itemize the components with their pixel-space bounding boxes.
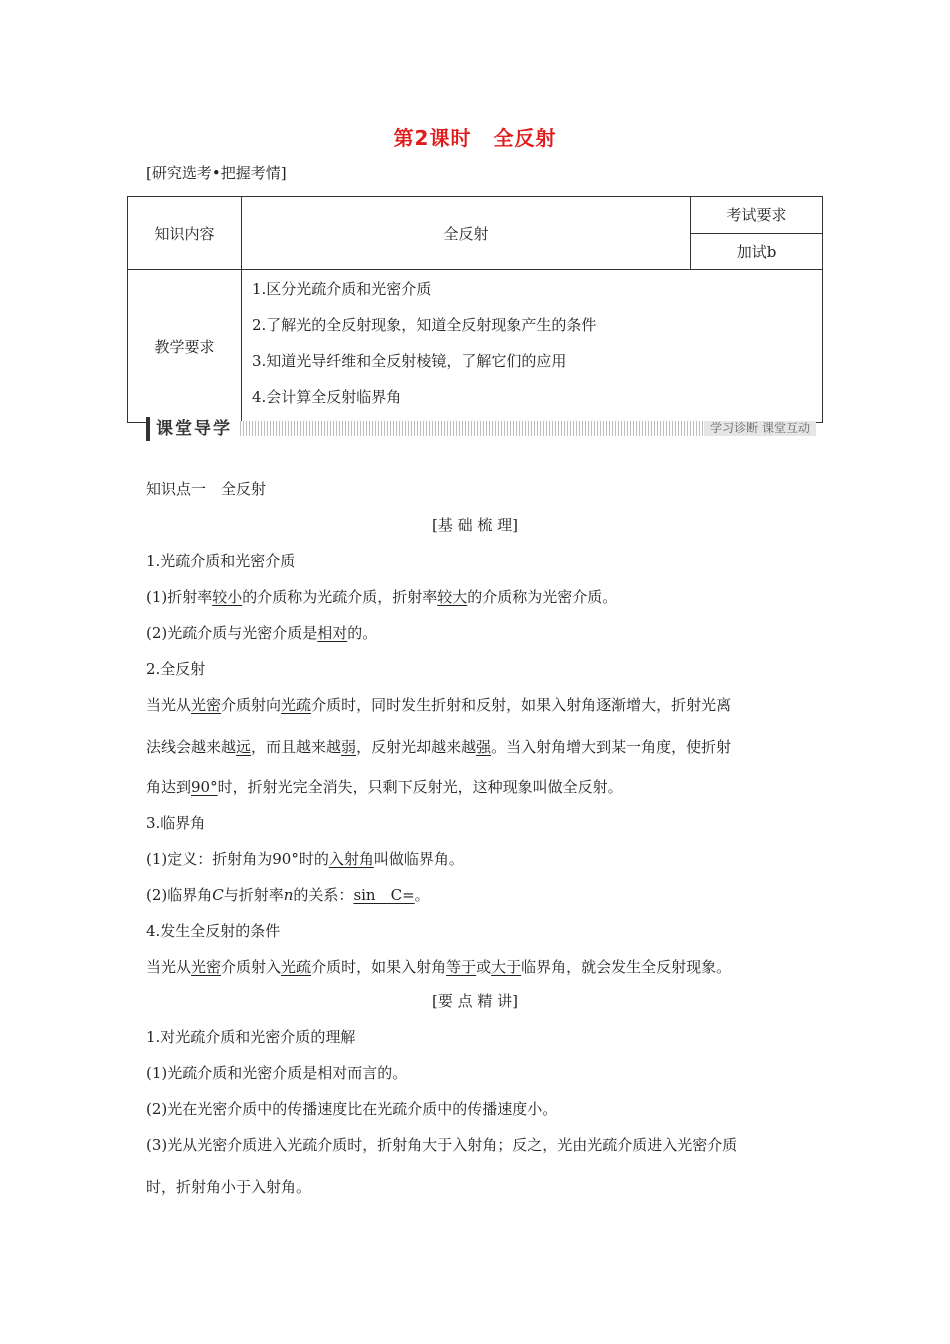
s2-line2: 法线会越来越远，而且越来越弱，反射光却越来越强。当入射角增大到某一角度，使折射 xyxy=(146,738,732,756)
requirements-table xyxy=(127,196,823,423)
s2-line1: 当光从光密介质射向光疏介质时，同时发生折射和反射，如果入射角逐渐增大，折射光离 xyxy=(146,696,732,714)
subsection-basic: [基 础 梳 理] xyxy=(431,516,518,534)
lesson-topic: 全反射 xyxy=(493,126,557,150)
teaching-item: 1.区分光疏介质和光密介质 xyxy=(252,280,432,298)
s1-line2: (2)光疏介质与光密介质是相对的。 xyxy=(146,624,378,642)
exam-req-label: 考试要求 xyxy=(691,197,823,234)
s1-heading: 1.光疏介质和光密介质 xyxy=(146,552,296,570)
s1-line1: (1)折射率较小的介质称为光疏介质，折射率较大的介质称为光密介质。 xyxy=(146,588,618,606)
s4-heading: 4.发生全反射的条件 xyxy=(146,922,281,940)
s2-line3: 角达到90°时，折射光完全消失，只剩下反射光，这种现象叫做全反射。 xyxy=(146,778,623,796)
p1-line2: (2)光在光密介质中的传播速度比在光疏介质中的传播速度小。 xyxy=(146,1100,558,1118)
teaching-item: 3.知道光导纤维和全反射棱镜，了解它们的应用 xyxy=(252,352,567,370)
p1-line3: (3)光从光密介质进入光疏介质时，折射角大于入射角；反之，光由光疏介质进入光密介质 xyxy=(146,1136,738,1154)
teaching-item: 2.了解光的全反射现象，知道全反射现象产生的条件 xyxy=(252,316,597,334)
exam-req-value: 加试b xyxy=(691,233,823,270)
lesson-number: 第2课时 xyxy=(393,126,472,150)
banner-title: 课堂导学 xyxy=(146,417,238,441)
banner-subtitle: 学习诊断 课堂互动 xyxy=(704,421,816,436)
teaching-label: 教学要求 xyxy=(128,270,242,423)
teaching-items xyxy=(242,270,823,423)
s3-heading: 3.临界角 xyxy=(146,814,206,832)
section-heading: [研究选考•把握考情] xyxy=(146,164,287,182)
p1-line4: 时，折射角小于入射角。 xyxy=(146,1178,312,1196)
knowledge-point-title: 知识点一 全反射 xyxy=(146,480,267,498)
p1-line1: (1)光疏介质和光密介质是相对而言的。 xyxy=(146,1064,408,1082)
p1-heading: 1.对光疏介质和光密介质的理解 xyxy=(146,1028,356,1046)
s4-line1: 当光从光密介质射入光疏介质时，如果入射角等于或大于临界角，就会发生全反射现象。 xyxy=(146,958,732,976)
knowledge-label: 知识内容 xyxy=(128,197,242,270)
s3-line1: (1)定义：折射角为90°时的入射角叫做临界角。 xyxy=(146,850,464,868)
s2-heading: 2.全反射 xyxy=(146,660,206,678)
teaching-item: 4.会计算全反射临界角 xyxy=(252,388,402,406)
subsection-key-points: [要 点 精 讲] xyxy=(431,992,518,1010)
s3-line2: (2)临界角C与折射率n的关系：sin C=。 xyxy=(146,886,430,904)
page-title xyxy=(0,122,950,151)
section-banner xyxy=(146,417,816,441)
knowledge-value: 全反射 xyxy=(242,197,691,270)
